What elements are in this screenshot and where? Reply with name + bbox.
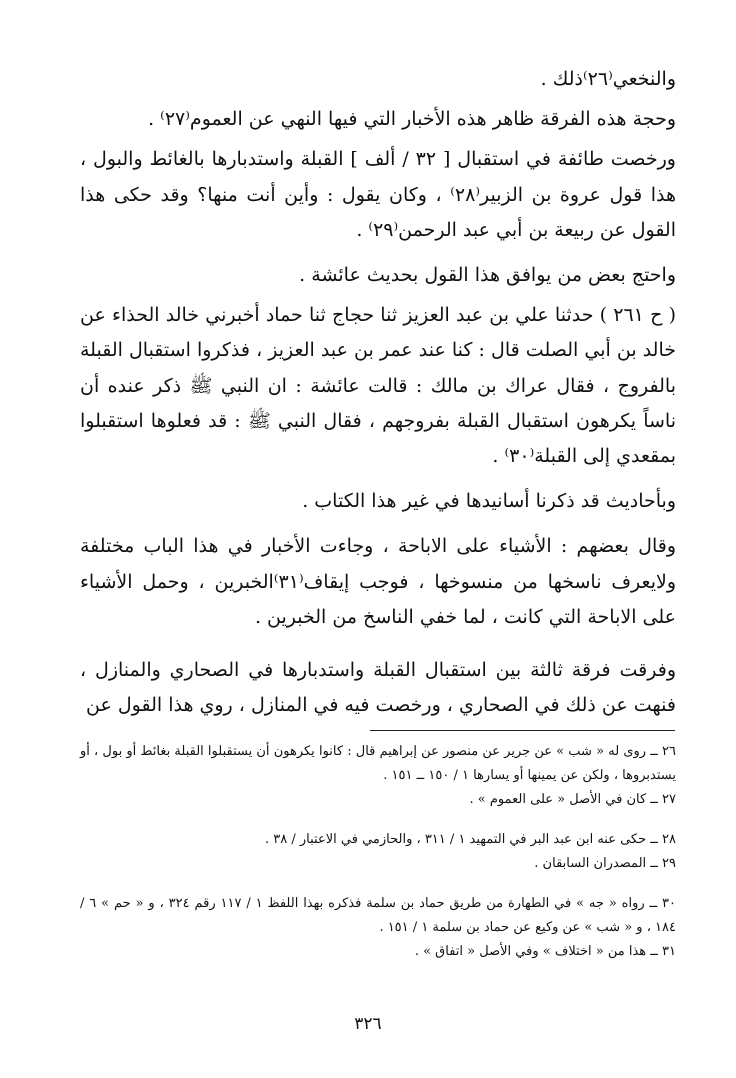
main-text xyxy=(80,62,676,723)
paragraph: والنخعي⁽٢٦⁾ذلك . xyxy=(540,68,676,90)
footnote-27: ٢٧ ــ كان في الأصل « على العموم » . xyxy=(469,792,676,807)
paragraph: ( ح ٢٦١ ) حدثنا علي بن عبد العزيز ثنا حجاج ثنا حماد أخبرني خالد الحذاء عن خالد بن أبي الصلت قال : كنا عند عمر بن عبد العزيز ، فذكروا استقبال القبلة بالفروج ، فقال عراك بن مالك : قالت عائشة : ان النبي ﷺ ذكر عنده أن ناساً يكرهون استقبال القبلة بفروجهم ، فقال النبي ﷺ : قد فعلوها استقبلوا بمقعدي إلى القبلة⁽٣٠⁾ . xyxy=(80,304,676,468)
footnotes xyxy=(80,740,676,964)
footnote-29: ٢٩ ــ المصدران السابقان . xyxy=(534,856,676,871)
paragraph: وبأحاديث قد ذكرنا أسانيدها في غير هذا الكتاب . xyxy=(302,490,676,513)
footnote-separator xyxy=(370,730,675,731)
page-number: ٣٢٦ xyxy=(354,1014,382,1034)
footnote-30: ٣٠ ــ رواه « جه » في الطهارة من طريق حماد بن سلمة فذكره بهذا اللفظ ١ / ١١٧ رقم ٣٢٤ ، و « حم » ٦ / ١٨٤ ، و « شب » عن وكيع عن حماد بن سلمة ١ / ١٥١ . xyxy=(80,896,676,935)
footnote-31: ٣١ ــ هذا من « اختلاف » وفي الأصل « اتفاق » . xyxy=(414,944,676,959)
paragraph: وقال بعضهم : الأشياء على الاباحة ، وجاءت الأخبار في هذا الباب مختلفة ولايعرف ناسخها من منسوخها ، فوجب إيقاف⁽٣١⁾الخبرين ، وحمل الأشياء على الاباحة التي كانت ، لما خفي الناسخ من الخبرين . xyxy=(80,535,676,628)
footnote-26: ٢٦ ــ روى له « شب » عن جرير عن منصور عن إبراهيم قال : كانوا يكرهون أن يستقبلوا القبلة بغائط أو بول ، أو يستدبروها ، ولكن عن يمينها أو يسارها ١ / ١٥٠ ــ ١٥١ . xyxy=(80,744,676,783)
paragraph: ورخصت طائفة في استقبال [ ٣٢ / ألف ] القبلة واستدبارها بالغائط والبول ، هذا قول عروة بن الزبير⁽٢٨⁾ ، وكان يقول : وأين أنت منها؟ وقد حكى هذا القول عن ربيعة بن أبي عبد الرحمن⁽٢٩⁾ . xyxy=(80,148,676,241)
paragraph: وفرقت فرقة ثالثة بين استقبال القبلة واستدبارها في الصحاري والمنازل ، فنهت عن ذلك في الصحاري ، ورخصت فيه في المنازل ، روي هذا القول عن xyxy=(80,659,676,717)
paragraph: وحجة هذه الفرقة ظاهر هذه الأخبار التي فيها النهي عن العموم⁽٢٧⁾ . xyxy=(148,108,676,131)
footnote-28: ٢٨ ــ حكى عنه ابن عبد البر في التمهيد ١ / ٣١١ ، والحازمي في الاعتبار / ٣٨ . xyxy=(265,832,676,847)
paragraph: واحتج بعض من يوافق هذا القول بحديث عائشة . xyxy=(299,264,676,287)
